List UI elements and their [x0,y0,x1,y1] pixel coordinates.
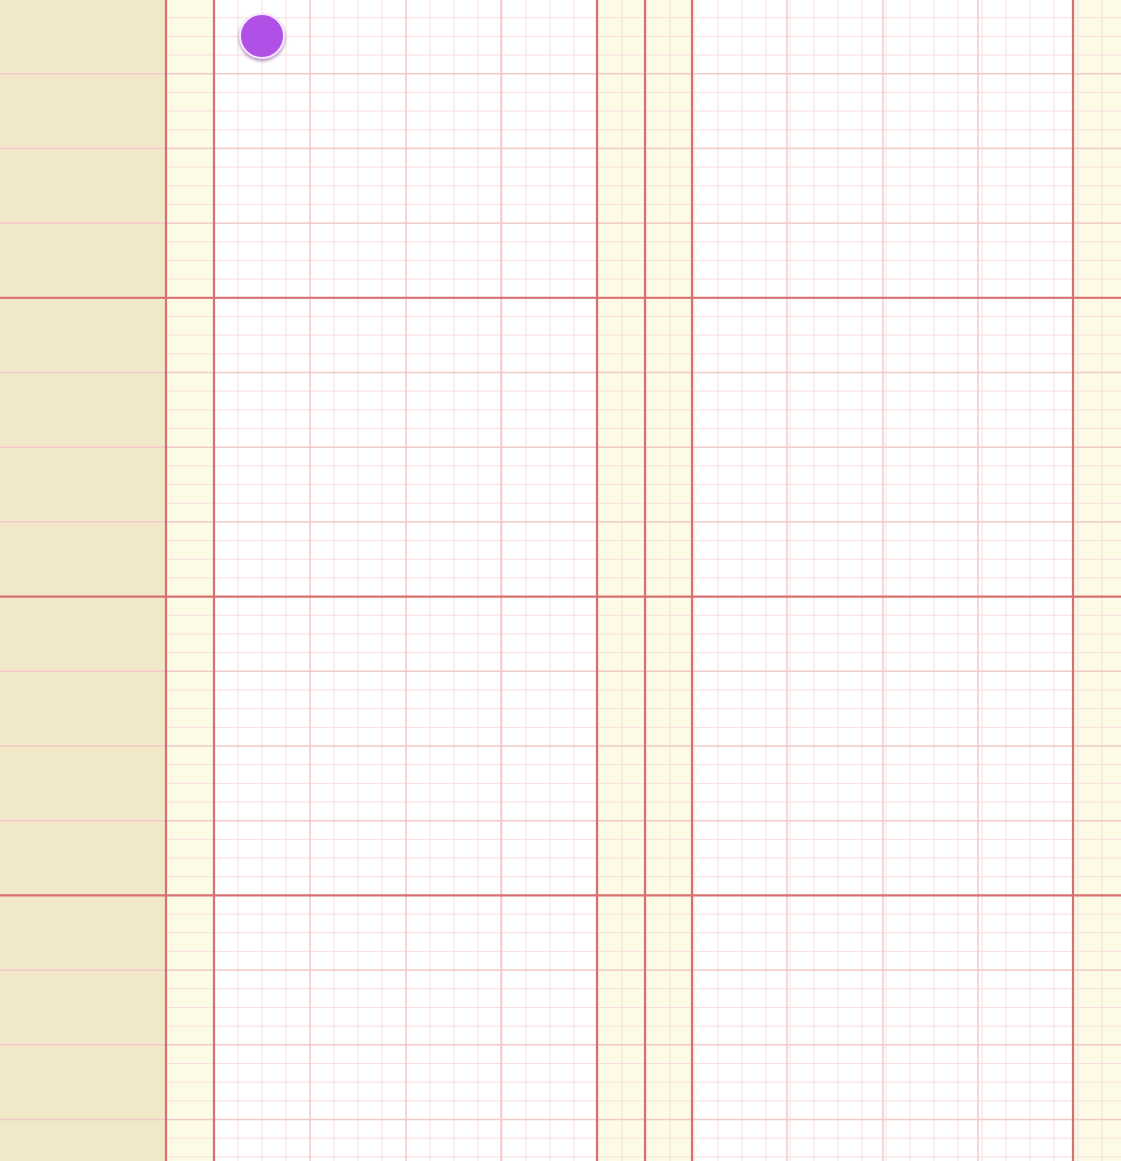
period-column-bg [0,0,166,1161]
tail-value [597,0,645,74]
tail-value-repeat [1073,0,1121,74]
digit-cell-repeat [978,0,1073,74]
highlighted-digit-ball [239,13,285,59]
period-number [0,0,166,74]
side-column-bg [1073,0,1121,1161]
side-column-bg [645,0,692,1161]
digit-cell-repeat [883,0,978,74]
side-column-bg [597,0,645,1161]
digit-cell [406,0,501,74]
sum-value [166,0,214,74]
digit-cell-repeat [692,0,787,74]
digit-cell [501,0,597,74]
sum-value-repeat [645,0,692,74]
side-column-bg [166,0,214,1161]
digit-cell [310,0,406,74]
digit-cell-repeat [787,0,883,74]
